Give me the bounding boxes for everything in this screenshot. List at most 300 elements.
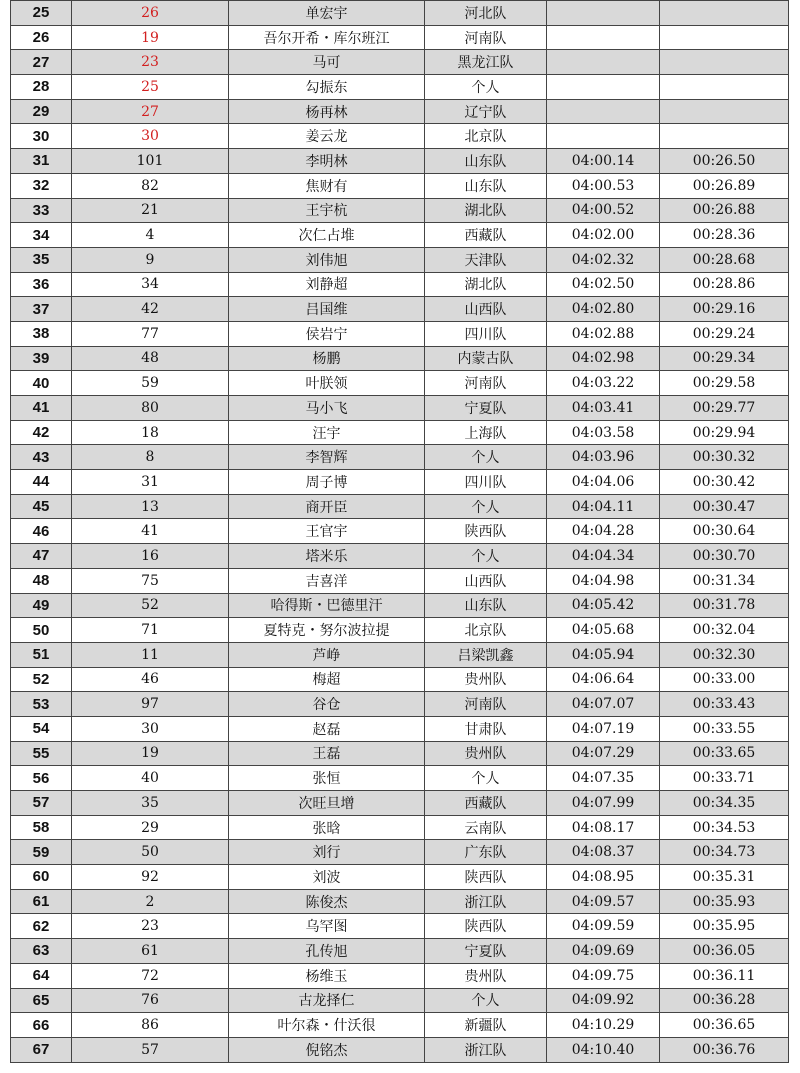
rank-cell: 49 — [11, 593, 72, 618]
table-row — [11, 544, 789, 569]
bib-cell: 16 — [72, 544, 229, 569]
team-cell: 河北队 — [425, 1, 547, 26]
finish-time-cell: 04:08.17 — [547, 815, 660, 840]
finish-time-cell — [547, 99, 660, 124]
team-cell: 北京队 — [425, 618, 547, 643]
bib-cell: 86 — [72, 1013, 229, 1038]
team-cell: 北京队 — [425, 124, 547, 149]
time-gap-cell: 00:35.31 — [660, 865, 789, 890]
rank-cell: 35 — [11, 247, 72, 272]
finish-time-cell: 04:04.11 — [547, 494, 660, 519]
table-row — [11, 667, 789, 692]
bib-cell: 35 — [72, 791, 229, 816]
finish-time-cell: 04:02.32 — [547, 247, 660, 272]
time-gap-cell: 00:28.68 — [660, 247, 789, 272]
finish-time-cell: 04:02.98 — [547, 346, 660, 371]
table-row — [11, 445, 789, 470]
rank-cell: 44 — [11, 470, 72, 495]
time-gap-cell: 00:36.65 — [660, 1013, 789, 1038]
athlete-name-cell: 马小飞 — [229, 396, 425, 421]
finish-time-cell: 04:04.98 — [547, 568, 660, 593]
time-gap-cell: 00:34.53 — [660, 815, 789, 840]
athlete-name-cell: 勾振东 — [229, 75, 425, 100]
time-gap-cell — [660, 124, 789, 149]
athlete-name-cell: 塔米乐 — [229, 544, 425, 569]
team-cell: 内蒙古队 — [425, 346, 547, 371]
time-gap-cell: 00:35.95 — [660, 914, 789, 939]
finish-time-cell: 04:04.34 — [547, 544, 660, 569]
rank-cell: 57 — [11, 791, 72, 816]
table-row — [11, 75, 789, 100]
bib-cell: 21 — [72, 198, 229, 223]
athlete-name-cell: 周子博 — [229, 470, 425, 495]
time-gap-cell: 00:26.50 — [660, 149, 789, 174]
rank-cell: 55 — [11, 741, 72, 766]
athlete-name-cell: 刘伟旭 — [229, 247, 425, 272]
bib-cell: 31 — [72, 470, 229, 495]
bib-cell: 82 — [72, 173, 229, 198]
rank-cell: 33 — [11, 198, 72, 223]
results-sheet — [10, 0, 788, 1063]
bib-cell: 2 — [72, 889, 229, 914]
results-table-body — [11, 1, 789, 1063]
rank-cell: 59 — [11, 840, 72, 865]
team-cell: 河南队 — [425, 692, 547, 717]
bib-cell: 76 — [72, 988, 229, 1013]
athlete-name-cell: 叶朕领 — [229, 371, 425, 396]
team-cell: 湖北队 — [425, 272, 547, 297]
team-cell: 山西队 — [425, 568, 547, 593]
table-row — [11, 321, 789, 346]
rank-cell: 29 — [11, 99, 72, 124]
athlete-name-cell: 杨鹏 — [229, 346, 425, 371]
bib-cell: 27 — [72, 99, 229, 124]
table-row — [11, 247, 789, 272]
table-row — [11, 149, 789, 174]
finish-time-cell: 04:05.94 — [547, 642, 660, 667]
athlete-name-cell: 王宇杭 — [229, 198, 425, 223]
rank-cell: 66 — [11, 1013, 72, 1038]
finish-time-cell: 04:10.29 — [547, 1013, 660, 1038]
table-row — [11, 223, 789, 248]
athlete-name-cell: 王官宇 — [229, 519, 425, 544]
table-row — [11, 939, 789, 964]
time-gap-cell: 00:33.00 — [660, 667, 789, 692]
team-cell: 河南队 — [425, 371, 547, 396]
time-gap-cell: 00:33.71 — [660, 766, 789, 791]
time-gap-cell: 00:29.16 — [660, 297, 789, 322]
rank-cell: 48 — [11, 568, 72, 593]
rank-cell: 60 — [11, 865, 72, 890]
team-cell: 云南队 — [425, 815, 547, 840]
time-gap-cell: 00:31.34 — [660, 568, 789, 593]
table-row — [11, 791, 789, 816]
table-row — [11, 1037, 789, 1062]
bib-cell: 23 — [72, 914, 229, 939]
rank-cell: 27 — [11, 50, 72, 75]
finish-time-cell: 04:09.69 — [547, 939, 660, 964]
time-gap-cell — [660, 25, 789, 50]
team-cell: 贵州队 — [425, 667, 547, 692]
bib-cell: 48 — [72, 346, 229, 371]
bib-cell: 26 — [72, 1, 229, 26]
table-row — [11, 568, 789, 593]
team-cell: 天津队 — [425, 247, 547, 272]
table-row — [11, 1013, 789, 1038]
time-gap-cell: 00:26.88 — [660, 198, 789, 223]
bib-cell: 97 — [72, 692, 229, 717]
team-cell: 个人 — [425, 766, 547, 791]
table-row — [11, 470, 789, 495]
finish-time-cell: 04:09.75 — [547, 963, 660, 988]
rank-cell: 37 — [11, 297, 72, 322]
bib-cell: 13 — [72, 494, 229, 519]
team-cell: 浙江队 — [425, 1037, 547, 1062]
table-row — [11, 618, 789, 643]
team-cell: 山东队 — [425, 593, 547, 618]
finish-time-cell — [547, 1, 660, 26]
bib-cell: 30 — [72, 716, 229, 741]
table-row — [11, 692, 789, 717]
rank-cell: 25 — [11, 1, 72, 26]
team-cell: 四川队 — [425, 470, 547, 495]
time-gap-cell: 00:35.93 — [660, 889, 789, 914]
finish-time-cell: 04:08.37 — [547, 840, 660, 865]
athlete-name-cell: 梅超 — [229, 667, 425, 692]
bib-cell: 101 — [72, 149, 229, 174]
table-row — [11, 124, 789, 149]
finish-time-cell: 04:08.95 — [547, 865, 660, 890]
time-gap-cell: 00:28.36 — [660, 223, 789, 248]
bib-cell: 42 — [72, 297, 229, 322]
bib-cell: 34 — [72, 272, 229, 297]
finish-time-cell: 04:07.35 — [547, 766, 660, 791]
table-row — [11, 173, 789, 198]
table-row — [11, 865, 789, 890]
finish-time-cell: 04:03.41 — [547, 396, 660, 421]
table-row — [11, 50, 789, 75]
team-cell: 个人 — [425, 75, 547, 100]
time-gap-cell: 00:34.73 — [660, 840, 789, 865]
athlete-name-cell: 陈俊杰 — [229, 889, 425, 914]
bib-cell: 4 — [72, 223, 229, 248]
rank-cell: 50 — [11, 618, 72, 643]
time-gap-cell: 00:26.89 — [660, 173, 789, 198]
team-cell: 吕梁凯鑫 — [425, 642, 547, 667]
time-gap-cell: 00:33.43 — [660, 692, 789, 717]
table-row — [11, 25, 789, 50]
team-cell: 四川队 — [425, 321, 547, 346]
time-gap-cell: 00:31.78 — [660, 593, 789, 618]
rank-cell: 43 — [11, 445, 72, 470]
time-gap-cell — [660, 99, 789, 124]
athlete-name-cell: 孔传旭 — [229, 939, 425, 964]
time-gap-cell — [660, 1, 789, 26]
table-row — [11, 99, 789, 124]
time-gap-cell: 00:30.70 — [660, 544, 789, 569]
time-gap-cell — [660, 50, 789, 75]
team-cell: 新疆队 — [425, 1013, 547, 1038]
time-gap-cell: 00:29.94 — [660, 420, 789, 445]
bib-cell: 9 — [72, 247, 229, 272]
table-row — [11, 766, 789, 791]
athlete-name-cell: 倪铭杰 — [229, 1037, 425, 1062]
team-cell: 上海队 — [425, 420, 547, 445]
table-row — [11, 519, 789, 544]
athlete-name-cell: 马可 — [229, 50, 425, 75]
table-row — [11, 1, 789, 26]
table-row — [11, 371, 789, 396]
athlete-name-cell: 李明林 — [229, 149, 425, 174]
bib-cell: 18 — [72, 420, 229, 445]
athlete-name-cell: 王磊 — [229, 741, 425, 766]
bib-cell: 52 — [72, 593, 229, 618]
table-row — [11, 815, 789, 840]
team-cell: 黑龙江队 — [425, 50, 547, 75]
time-gap-cell: 00:30.64 — [660, 519, 789, 544]
athlete-name-cell: 芦峥 — [229, 642, 425, 667]
finish-time-cell: 04:02.88 — [547, 321, 660, 346]
rank-cell: 53 — [11, 692, 72, 717]
time-gap-cell: 00:30.42 — [660, 470, 789, 495]
finish-time-cell: 04:03.96 — [547, 445, 660, 470]
rank-cell: 64 — [11, 963, 72, 988]
finish-time-cell: 04:05.42 — [547, 593, 660, 618]
table-row — [11, 642, 789, 667]
athlete-name-cell: 杨维玉 — [229, 963, 425, 988]
team-cell: 西藏队 — [425, 223, 547, 248]
time-gap-cell: 00:36.11 — [660, 963, 789, 988]
team-cell: 湖北队 — [425, 198, 547, 223]
athlete-name-cell: 夏特克・努尔波拉提 — [229, 618, 425, 643]
table-row — [11, 198, 789, 223]
rank-cell: 30 — [11, 124, 72, 149]
finish-time-cell: 04:10.40 — [547, 1037, 660, 1062]
time-gap-cell — [660, 75, 789, 100]
rank-cell: 34 — [11, 223, 72, 248]
athlete-name-cell: 张晗 — [229, 815, 425, 840]
bib-cell: 72 — [72, 963, 229, 988]
table-row — [11, 297, 789, 322]
team-cell: 贵州队 — [425, 963, 547, 988]
rank-cell: 62 — [11, 914, 72, 939]
athlete-name-cell: 单宏宇 — [229, 1, 425, 26]
athlete-name-cell: 吉喜洋 — [229, 568, 425, 593]
table-row — [11, 396, 789, 421]
finish-time-cell: 04:09.59 — [547, 914, 660, 939]
rank-cell: 47 — [11, 544, 72, 569]
table-row — [11, 420, 789, 445]
team-cell: 个人 — [425, 988, 547, 1013]
rank-cell: 36 — [11, 272, 72, 297]
athlete-name-cell: 张恒 — [229, 766, 425, 791]
rank-cell: 56 — [11, 766, 72, 791]
bib-cell: 50 — [72, 840, 229, 865]
finish-time-cell: 04:00.53 — [547, 173, 660, 198]
finish-time-cell — [547, 50, 660, 75]
finish-time-cell: 04:04.06 — [547, 470, 660, 495]
finish-time-cell: 04:03.58 — [547, 420, 660, 445]
rank-cell: 52 — [11, 667, 72, 692]
time-gap-cell: 00:34.35 — [660, 791, 789, 816]
finish-time-cell: 04:02.80 — [547, 297, 660, 322]
bib-cell: 77 — [72, 321, 229, 346]
athlete-name-cell: 次仁占堆 — [229, 223, 425, 248]
time-gap-cell: 00:36.76 — [660, 1037, 789, 1062]
rank-cell: 67 — [11, 1037, 72, 1062]
table-row — [11, 889, 789, 914]
time-gap-cell: 00:33.55 — [660, 716, 789, 741]
rank-cell: 32 — [11, 173, 72, 198]
time-gap-cell: 00:29.34 — [660, 346, 789, 371]
team-cell: 陕西队 — [425, 519, 547, 544]
rank-cell: 31 — [11, 149, 72, 174]
bib-cell: 80 — [72, 396, 229, 421]
team-cell: 山西队 — [425, 297, 547, 322]
team-cell: 贵州队 — [425, 741, 547, 766]
athlete-name-cell: 刘波 — [229, 865, 425, 890]
athlete-name-cell: 杨再林 — [229, 99, 425, 124]
finish-time-cell: 04:04.28 — [547, 519, 660, 544]
rank-cell: 51 — [11, 642, 72, 667]
athlete-name-cell: 吕国维 — [229, 297, 425, 322]
athlete-name-cell: 叶尔森・什沃很 — [229, 1013, 425, 1038]
table-row — [11, 716, 789, 741]
finish-time-cell — [547, 75, 660, 100]
time-gap-cell: 00:28.86 — [660, 272, 789, 297]
athlete-name-cell: 刘静超 — [229, 272, 425, 297]
time-gap-cell: 00:29.77 — [660, 396, 789, 421]
bib-cell: 57 — [72, 1037, 229, 1062]
finish-time-cell: 04:07.99 — [547, 791, 660, 816]
rank-cell: 63 — [11, 939, 72, 964]
team-cell: 辽宁队 — [425, 99, 547, 124]
rank-cell: 28 — [11, 75, 72, 100]
bib-cell: 23 — [72, 50, 229, 75]
team-cell: 陕西队 — [425, 865, 547, 890]
bib-cell: 59 — [72, 371, 229, 396]
finish-time-cell: 04:02.50 — [547, 272, 660, 297]
finish-time-cell — [547, 124, 660, 149]
athlete-name-cell: 乌罕图 — [229, 914, 425, 939]
table-row — [11, 963, 789, 988]
athlete-name-cell: 吾尔开希・库尔班江 — [229, 25, 425, 50]
time-gap-cell: 00:29.58 — [660, 371, 789, 396]
rank-cell: 45 — [11, 494, 72, 519]
athlete-name-cell: 李智辉 — [229, 445, 425, 470]
bib-cell: 92 — [72, 865, 229, 890]
rank-cell: 40 — [11, 371, 72, 396]
rank-cell: 61 — [11, 889, 72, 914]
rank-cell: 26 — [11, 25, 72, 50]
athlete-name-cell: 姜云龙 — [229, 124, 425, 149]
finish-time-cell: 04:00.14 — [547, 149, 660, 174]
bib-cell: 40 — [72, 766, 229, 791]
athlete-name-cell: 焦财有 — [229, 173, 425, 198]
team-cell: 宁夏队 — [425, 939, 547, 964]
team-cell: 个人 — [425, 445, 547, 470]
time-gap-cell: 00:30.32 — [660, 445, 789, 470]
bib-cell: 19 — [72, 25, 229, 50]
team-cell: 宁夏队 — [425, 396, 547, 421]
bib-cell: 8 — [72, 445, 229, 470]
athlete-name-cell: 商开臣 — [229, 494, 425, 519]
finish-time-cell: 04:05.68 — [547, 618, 660, 643]
team-cell: 个人 — [425, 544, 547, 569]
finish-time-cell: 04:03.22 — [547, 371, 660, 396]
bib-cell: 11 — [72, 642, 229, 667]
rank-cell: 39 — [11, 346, 72, 371]
team-cell: 甘肃队 — [425, 716, 547, 741]
athlete-name-cell: 古龙择仁 — [229, 988, 425, 1013]
rank-cell: 54 — [11, 716, 72, 741]
team-cell: 山东队 — [425, 173, 547, 198]
bib-cell: 71 — [72, 618, 229, 643]
bib-cell: 30 — [72, 124, 229, 149]
rank-cell: 42 — [11, 420, 72, 445]
table-row — [11, 840, 789, 865]
finish-time-cell: 04:02.00 — [547, 223, 660, 248]
bib-cell: 61 — [72, 939, 229, 964]
finish-time-cell: 04:06.64 — [547, 667, 660, 692]
finish-time-cell: 04:09.57 — [547, 889, 660, 914]
table-row — [11, 988, 789, 1013]
team-cell: 西藏队 — [425, 791, 547, 816]
rank-cell: 65 — [11, 988, 72, 1013]
athlete-name-cell: 汪宇 — [229, 420, 425, 445]
table-row — [11, 494, 789, 519]
finish-time-cell: 04:07.19 — [547, 716, 660, 741]
rank-cell: 38 — [11, 321, 72, 346]
team-cell: 河南队 — [425, 25, 547, 50]
bib-cell: 19 — [72, 741, 229, 766]
finish-time-cell: 04:09.92 — [547, 988, 660, 1013]
athlete-name-cell: 次旺旦增 — [229, 791, 425, 816]
bib-cell: 75 — [72, 568, 229, 593]
time-gap-cell: 00:30.47 — [660, 494, 789, 519]
athlete-name-cell: 侯岩宁 — [229, 321, 425, 346]
bib-cell: 41 — [72, 519, 229, 544]
rank-cell: 46 — [11, 519, 72, 544]
team-cell: 山东队 — [425, 149, 547, 174]
team-cell: 个人 — [425, 494, 547, 519]
bib-cell: 29 — [72, 815, 229, 840]
time-gap-cell: 00:32.04 — [660, 618, 789, 643]
team-cell: 浙江队 — [425, 889, 547, 914]
time-gap-cell: 00:32.30 — [660, 642, 789, 667]
rank-cell: 41 — [11, 396, 72, 421]
table-row — [11, 741, 789, 766]
table-row — [11, 346, 789, 371]
team-cell: 广东队 — [425, 840, 547, 865]
results-table — [10, 0, 789, 1063]
table-row — [11, 272, 789, 297]
finish-time-cell — [547, 25, 660, 50]
table-row — [11, 914, 789, 939]
athlete-name-cell: 谷仓 — [229, 692, 425, 717]
time-gap-cell: 00:36.05 — [660, 939, 789, 964]
rank-cell: 58 — [11, 815, 72, 840]
team-cell: 陕西队 — [425, 914, 547, 939]
bib-cell: 46 — [72, 667, 229, 692]
table-row — [11, 593, 789, 618]
bib-cell: 25 — [72, 75, 229, 100]
time-gap-cell: 00:29.24 — [660, 321, 789, 346]
time-gap-cell: 00:33.65 — [660, 741, 789, 766]
finish-time-cell: 04:07.07 — [547, 692, 660, 717]
athlete-name-cell: 赵磊 — [229, 716, 425, 741]
finish-time-cell: 04:07.29 — [547, 741, 660, 766]
